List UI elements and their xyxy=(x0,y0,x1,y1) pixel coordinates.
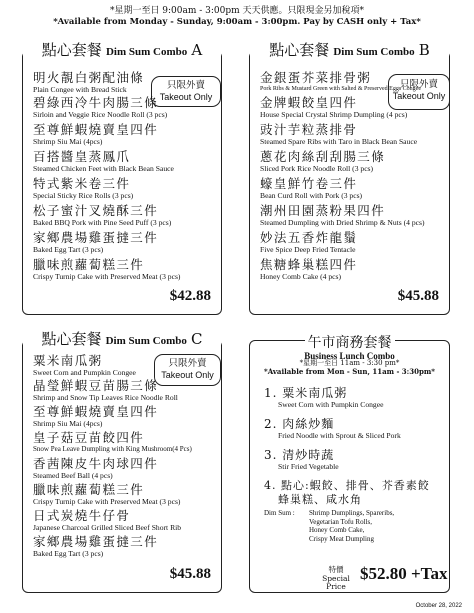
combo-c-item: 皇子菇豆苗餃四件 Snow Pea Leave Dumpling with King Mushroom(4 Pcs) xyxy=(33,430,192,453)
combo-c-title: 點心套餐 Dim Sum Combo C xyxy=(23,331,221,349)
combo-a-price: $42.88 xyxy=(169,288,211,304)
combo-a-item: 臘味煎蘿蔔糕三件 Crispy Turnip Cake with Preserved Meat (3 pcs) xyxy=(33,257,181,281)
combo-a-item: 碧綠西冷牛肉腸三條 Sirloin and Veggie Rice Noodle Roll (3 pcs) xyxy=(33,95,168,119)
combo-b-item: 金銀蛋芥菜排骨粥 Pork Ribs & Mustard Green with Salted & Preserved Eggs Congee xyxy=(260,70,421,92)
combo-a-item: 松子蜜汁叉燒酥三件 Baked BBQ Pork with Pine Seed Puff (3 pcs) xyxy=(33,203,172,227)
combo-b-item: 潮州田園蒸粉果四件 Steamed Dumpling with Dried Shrimp & Nuts (4 pcs) xyxy=(260,203,425,227)
combo-b-item: 金牌蝦餃皇四件 House Special Crystal Shrimp Dumpling (4 pcs) xyxy=(260,95,408,119)
combo-a-item: 至尊鮮蝦燒賣皇四件 Shrimp Siu Mai (4pcs) xyxy=(33,122,159,146)
combo-a-item: 家鄉農場雞蛋撻三件 Baked Egg Tart (3 pcs) xyxy=(33,230,159,254)
footer-date: October 28, 2022 xyxy=(415,603,462,609)
combo-c-item: 晶瑩鮮蝦豆苗腸三條 Shrimp and Snow Tip Leaves Rice Noodle Roll xyxy=(33,378,178,402)
combo-c-item: 粟米南瓜粥 Sweet Corn and Pumpkin Congee xyxy=(33,353,136,377)
lunch-box xyxy=(249,335,450,593)
lunch-special-label: 特價 Special Price xyxy=(322,565,350,591)
lunch-price: $52.80 +Tax xyxy=(360,564,448,583)
lunch-dimsum-list: Dim Sum : Shrimp Dumplings, Spareribs, Vegetarian Tofu Rolls, Honey Comb Cake, Crispy Meat Dumpling xyxy=(264,509,395,543)
lunch-title: 午市商務套餐 Business Lunch Combo xyxy=(304,335,395,361)
combo-b-price: $45.88 xyxy=(397,288,439,304)
combo-a-title: 點心套餐 Dim Sum Combo A xyxy=(23,42,221,60)
combo-a-takeout-badge: 只限外賣 Takeout Only xyxy=(151,76,221,107)
lunch-item: 2. 肉絲炒麵 Fried Noodle with Sprout & Sliced Pork xyxy=(264,417,401,440)
lunch-hours-chinese: *星期一至日 11am - 3:30 pm* xyxy=(299,359,400,367)
combo-a-box xyxy=(22,41,222,315)
combo-b-item: 蔥花肉絲刮刮腸三條 Sliced Pork Rice Noodle Roll (3 pcs) xyxy=(260,149,386,173)
combo-b-item: 焦糖蜂巢糕四件 Honey Comb Cake (4 pcs) xyxy=(260,257,358,281)
combo-c-item: 至尊鮮蝦燒賣皇四件 Shrimp Siu Mai (4pcs) xyxy=(33,404,159,428)
lunch-item4-line2: 蜂巢糕、咸水角 xyxy=(278,493,362,506)
combo-c-item: 香茜陳皮牛肉球四件 Steamed Beef Ball (4 pcs) xyxy=(33,456,159,480)
combo-b-takeout-badge: 只限外賣 Takeout Only xyxy=(388,74,450,110)
combo-c-item: 家鄉農場雞蛋撻三件 Baked Egg Tart (3 pcs) xyxy=(33,534,159,558)
combo-b-title: 點心套餐 Dim Sum Combo B xyxy=(250,42,449,60)
combo-c-box xyxy=(22,330,222,593)
combo-b-item: 蠔皇鮮竹卷三件 Bean Curd Roll with Pork (3 pcs) xyxy=(260,176,363,200)
header-english: *Available from Monday - Sunday, 9:00am - 3:00pm. Pay by CASH only + Tax* xyxy=(53,17,421,27)
combo-b-box xyxy=(249,41,450,315)
combo-b-item: 豉汁芋粒蒸排骨 Steamed Spare Ribs with Taro in Black Bean Sauce xyxy=(260,122,418,146)
combo-c-item: 臘味煎蘿蔔糕三件 Crispy Turnip Cake with Preserved Meat (3 pcs) xyxy=(33,482,181,506)
lunch-item: 3. 清炒時蔬 Stir Fried Vegetable xyxy=(264,448,339,471)
lunch-item: 4. 點心:蝦餃、排骨、芥香素餃 蜂巢糕、咸水角 xyxy=(264,479,445,507)
combo-c-price: $45.88 xyxy=(169,566,211,582)
combo-a-item: 特式紫米卷三件 Special Sticky Rice Rolls (3 pcs) xyxy=(33,176,134,200)
header-chinese: *星期一至日 9:00am - 3:00pm 天天供應。只限現金另加稅項* xyxy=(109,6,365,16)
combo-c-takeout-badge: 只限外賣 Takeout Only xyxy=(154,354,221,386)
combo-c-item: 日式炭燒牛仔骨 Japanese Charcoal Grilled Sliced Beef Short Rib xyxy=(33,508,182,532)
lunch-availability: *Available from Mon - Sun, 11am - 3:30pm* xyxy=(264,367,435,376)
combo-a-item: 百搭醬皇蒸鳳爪 Steamed Chicken Feet with Black Bean Sauce xyxy=(33,149,174,173)
lunch-item: 1. 粟米南瓜粥 Sweet Corn with Pumpkin Congee xyxy=(264,386,384,409)
combo-a-item: 明火靚白粥配油條 Plain Congee with Bread Stick xyxy=(33,70,145,94)
combo-b-item: 妙法五香炸龍鬚 Five Spice Deep Fried Tentacle xyxy=(260,230,358,254)
